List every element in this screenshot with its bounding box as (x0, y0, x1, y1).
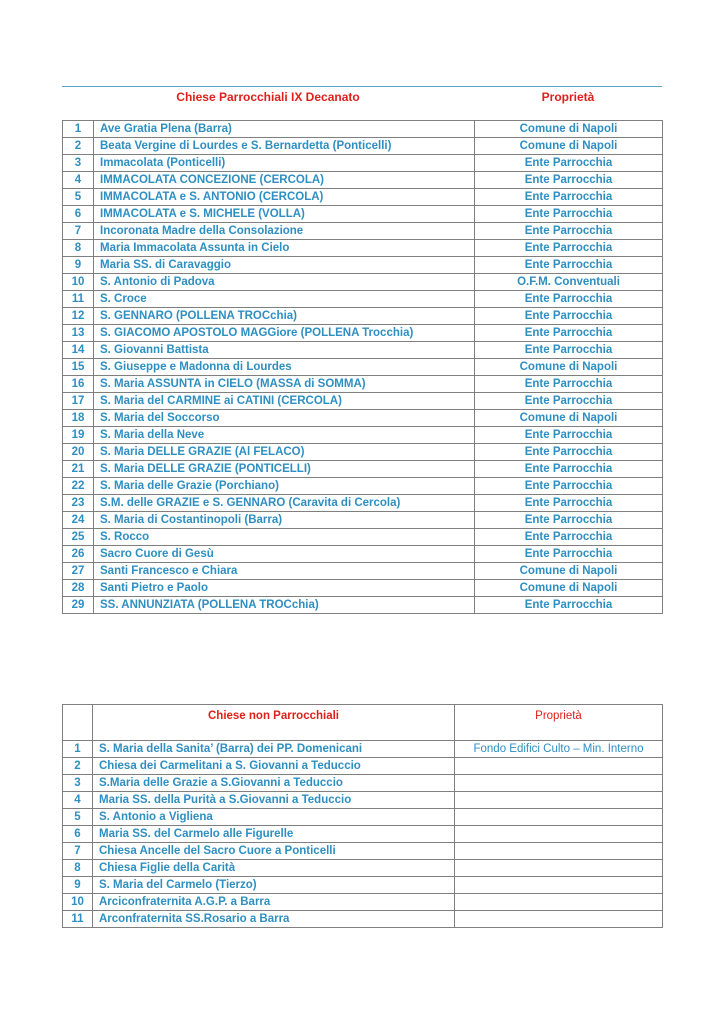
church-name: IMMACOLATA CONCEZIONE (CERCOLA) (94, 172, 475, 189)
row-number: 3 (63, 775, 93, 792)
row-number: 15 (63, 359, 94, 376)
church-name: Sacro Cuore di Gesù (94, 546, 475, 563)
row-number: 18 (63, 410, 94, 427)
owner-cell: Ente Parrocchia (475, 495, 663, 512)
owner-cell (455, 826, 663, 843)
table-row (63, 138, 663, 155)
row-number: 11 (63, 911, 93, 928)
owner-cell: O.F.M. Conventuali (475, 274, 663, 291)
row-number: 1 (63, 741, 93, 758)
owner-cell: Comune di Napoli (475, 580, 663, 597)
owner-cell: Ente Parrocchia (475, 155, 663, 172)
top-rule (62, 86, 662, 87)
table-row (63, 155, 663, 172)
church-name: Ave Gratia Plena (Barra) (94, 121, 475, 138)
owner-cell: Ente Parrocchia (475, 461, 663, 478)
row-number: 6 (63, 206, 94, 223)
row-number: 2 (63, 758, 93, 775)
church-name: S. Rocco (94, 529, 475, 546)
row-number: 24 (63, 512, 94, 529)
table-row (63, 512, 663, 529)
row-number: 7 (63, 223, 94, 240)
church-name: Santi Pietro e Paolo (94, 580, 475, 597)
owner-cell (455, 860, 663, 877)
church-name: Chiesa dei Carmelitani a S. Giovanni a Teduccio (93, 758, 455, 775)
row-number: 23 (63, 495, 94, 512)
church-name: Maria Immacolata Assunta in Cielo (94, 240, 475, 257)
owner-cell (455, 894, 663, 911)
table-row (63, 240, 663, 257)
table-header-row (63, 705, 663, 741)
owner-cell: Ente Parrocchia (475, 342, 663, 359)
owner-cell: Ente Parrocchia (475, 393, 663, 410)
church-name: S. Maria del CARMINE ai CATINI (CERCOLA) (94, 393, 475, 410)
church-name: S. GENNARO (POLLENA TROCchia) (94, 308, 475, 325)
table-row (63, 563, 663, 580)
owner-cell: Ente Parrocchia (475, 223, 663, 240)
table-row (63, 427, 663, 444)
owner-cell (455, 843, 663, 860)
row-number: 19 (63, 427, 94, 444)
table-row (63, 826, 663, 843)
table-row (63, 546, 663, 563)
owner-cell: Ente Parrocchia (475, 444, 663, 461)
row-number: 5 (63, 809, 93, 826)
church-name: S. Antonio di Padova (94, 274, 475, 291)
owner-cell (455, 758, 663, 775)
owner-cell: Ente Parrocchia (475, 512, 663, 529)
owner-cell: Ente Parrocchia (475, 189, 663, 206)
owner-cell: Comune di Napoli (475, 359, 663, 376)
row-number: 25 (63, 529, 94, 546)
row-number: 4 (63, 172, 94, 189)
row-number: 27 (63, 563, 94, 580)
non-parish-churches-table (62, 704, 663, 928)
table-row (63, 223, 663, 240)
church-name: S. Maria del Carmelo (Tierzo) (93, 877, 455, 894)
table-row (63, 529, 663, 546)
church-name: S. Giovanni Battista (94, 342, 475, 359)
church-name: Incoronata Madre della Consolazione (94, 223, 475, 240)
row-number: 16 (63, 376, 94, 393)
table-row (63, 478, 663, 495)
church-name: Santi Francesco e Chiara (94, 563, 475, 580)
row-number: 21 (63, 461, 94, 478)
row-number: 10 (63, 274, 94, 291)
table-row (63, 376, 663, 393)
row-number: 1 (63, 121, 94, 138)
church-name: Maria SS. di Caravaggio (94, 257, 475, 274)
owner-cell: Ente Parrocchia (475, 257, 663, 274)
table-row (63, 758, 663, 775)
owner-cell: Ente Parrocchia (475, 308, 663, 325)
row-number: 29 (63, 597, 94, 614)
table-row (63, 597, 663, 614)
owner-cell: Ente Parrocchia (475, 206, 663, 223)
row-number: 5 (63, 189, 94, 206)
church-name: S.Maria delle Grazie a S.Giovanni a Teduccio (93, 775, 455, 792)
table-row (63, 325, 663, 342)
non-parish-table-title: Chiese non Parrocchiali (93, 705, 455, 741)
owner-cell: Ente Parrocchia (475, 427, 663, 444)
row-number: 6 (63, 826, 93, 843)
church-name: S. Maria ASSUNTA in CIELO (MASSA di SOMMA) (94, 376, 475, 393)
owner-cell: Comune di Napoli (475, 563, 663, 580)
church-name: S. Maria DELLE GRAZIE (PONTICELLI) (94, 461, 475, 478)
church-name: S. GIACOMO APOSTOLO MAGGiore (POLLENA Trocchia) (94, 325, 475, 342)
table-row (63, 495, 663, 512)
table-row (63, 461, 663, 478)
table-row (63, 342, 663, 359)
owner-cell (455, 775, 663, 792)
owner-cell (455, 911, 663, 928)
table-row (63, 308, 663, 325)
church-name: S. Maria delle Grazie (Porchiano) (94, 478, 475, 495)
table-row (63, 410, 663, 427)
row-number: 14 (63, 342, 94, 359)
table-row (63, 894, 663, 911)
table-row (63, 580, 663, 597)
row-number: 3 (63, 155, 94, 172)
non-parish-owner-header: Proprietà (455, 705, 663, 741)
row-number: 4 (63, 792, 93, 809)
church-name: IMMACOLATA e S. MICHELE (VOLLA) (94, 206, 475, 223)
parish-owner-header: Proprietà (541, 90, 595, 104)
church-name: Arciconfraternita A.G.P. a Barra (93, 894, 455, 911)
table-row (63, 189, 663, 206)
row-number: 28 (63, 580, 94, 597)
church-name: S. Maria di Costantinopoli (Barra) (94, 512, 475, 529)
table-row (63, 843, 663, 860)
church-name: S.M. delle GRAZIE e S. GENNARO (Caravita di Cercola) (94, 495, 475, 512)
church-name: Arconfraternita SS.Rosario a Barra (93, 911, 455, 928)
owner-cell: Fondo Edifici Culto – Min. Interno (455, 741, 663, 758)
owner-cell (455, 809, 663, 826)
church-name: S. Antonio a Vigliena (93, 809, 455, 826)
parish-table-title: Chiese Parrocchiali IX Decanato (176, 90, 360, 104)
church-name: Immacolata (Ponticelli) (94, 155, 475, 172)
table-row (63, 393, 663, 410)
row-number: 17 (63, 393, 94, 410)
row-number: 12 (63, 308, 94, 325)
row-number: 7 (63, 843, 93, 860)
church-name: S. Maria DELLE GRAZIE (Al FELACO) (94, 444, 475, 461)
owner-cell: Ente Parrocchia (475, 597, 663, 614)
parish-table-header (62, 88, 662, 108)
row-number: 22 (63, 478, 94, 495)
church-name: Chiesa Ancelle del Sacro Cuore a Ponticelli (93, 843, 455, 860)
table-row (63, 792, 663, 809)
owner-cell: Ente Parrocchia (475, 291, 663, 308)
table-row (63, 121, 663, 138)
owner-cell (455, 877, 663, 894)
table-row (63, 257, 663, 274)
row-number: 8 (63, 860, 93, 877)
row-number: 13 (63, 325, 94, 342)
owner-cell: Ente Parrocchia (475, 478, 663, 495)
table-row (63, 860, 663, 877)
church-name: Beata Vergine di Lourdes e S. Bernardetta (Ponticelli) (94, 138, 475, 155)
church-name: Chiesa Figlie della Carità (93, 860, 455, 877)
table-row (63, 911, 663, 928)
owner-cell: Ente Parrocchia (475, 529, 663, 546)
owner-cell: Ente Parrocchia (475, 240, 663, 257)
row-number: 2 (63, 138, 94, 155)
table-row (63, 172, 663, 189)
row-number: 8 (63, 240, 94, 257)
owner-cell (455, 792, 663, 809)
table-row (63, 274, 663, 291)
owner-cell: Ente Parrocchia (475, 376, 663, 393)
owner-cell: Comune di Napoli (475, 138, 663, 155)
table-row (63, 444, 663, 461)
row-number: 10 (63, 894, 93, 911)
church-name: IMMACOLATA e S. ANTONIO (CERCOLA) (94, 189, 475, 206)
table-row (63, 359, 663, 376)
table-row (63, 206, 663, 223)
table-row (63, 291, 663, 308)
number-header (63, 705, 93, 741)
church-name: S. Giuseppe e Madonna di Lourdes (94, 359, 475, 376)
church-name: S. Maria della Sanita’ (Barra) dei PP. Domenicani (93, 741, 455, 758)
church-name: Maria SS. del Carmelo alle Figurelle (93, 826, 455, 843)
row-number: 9 (63, 257, 94, 274)
church-name: SS. ANNUNZIATA (POLLENA TROCchia) (94, 597, 475, 614)
owner-cell: Comune di Napoli (475, 121, 663, 138)
church-name: S. Maria del Soccorso (94, 410, 475, 427)
row-number: 26 (63, 546, 94, 563)
table-row (63, 809, 663, 826)
row-number: 11 (63, 291, 94, 308)
church-name: Maria SS. della Purità a S.Giovanni a Teduccio (93, 792, 455, 809)
owner-cell: Ente Parrocchia (475, 172, 663, 189)
church-name: S. Maria della Neve (94, 427, 475, 444)
owner-cell: Comune di Napoli (475, 410, 663, 427)
church-name: S. Croce (94, 291, 475, 308)
table-row (63, 877, 663, 894)
row-number: 20 (63, 444, 94, 461)
owner-cell: Ente Parrocchia (475, 546, 663, 563)
row-number: 9 (63, 877, 93, 894)
owner-cell: Ente Parrocchia (475, 325, 663, 342)
table-row (63, 741, 663, 758)
table-row (63, 775, 663, 792)
parish-churches-table (62, 120, 663, 614)
